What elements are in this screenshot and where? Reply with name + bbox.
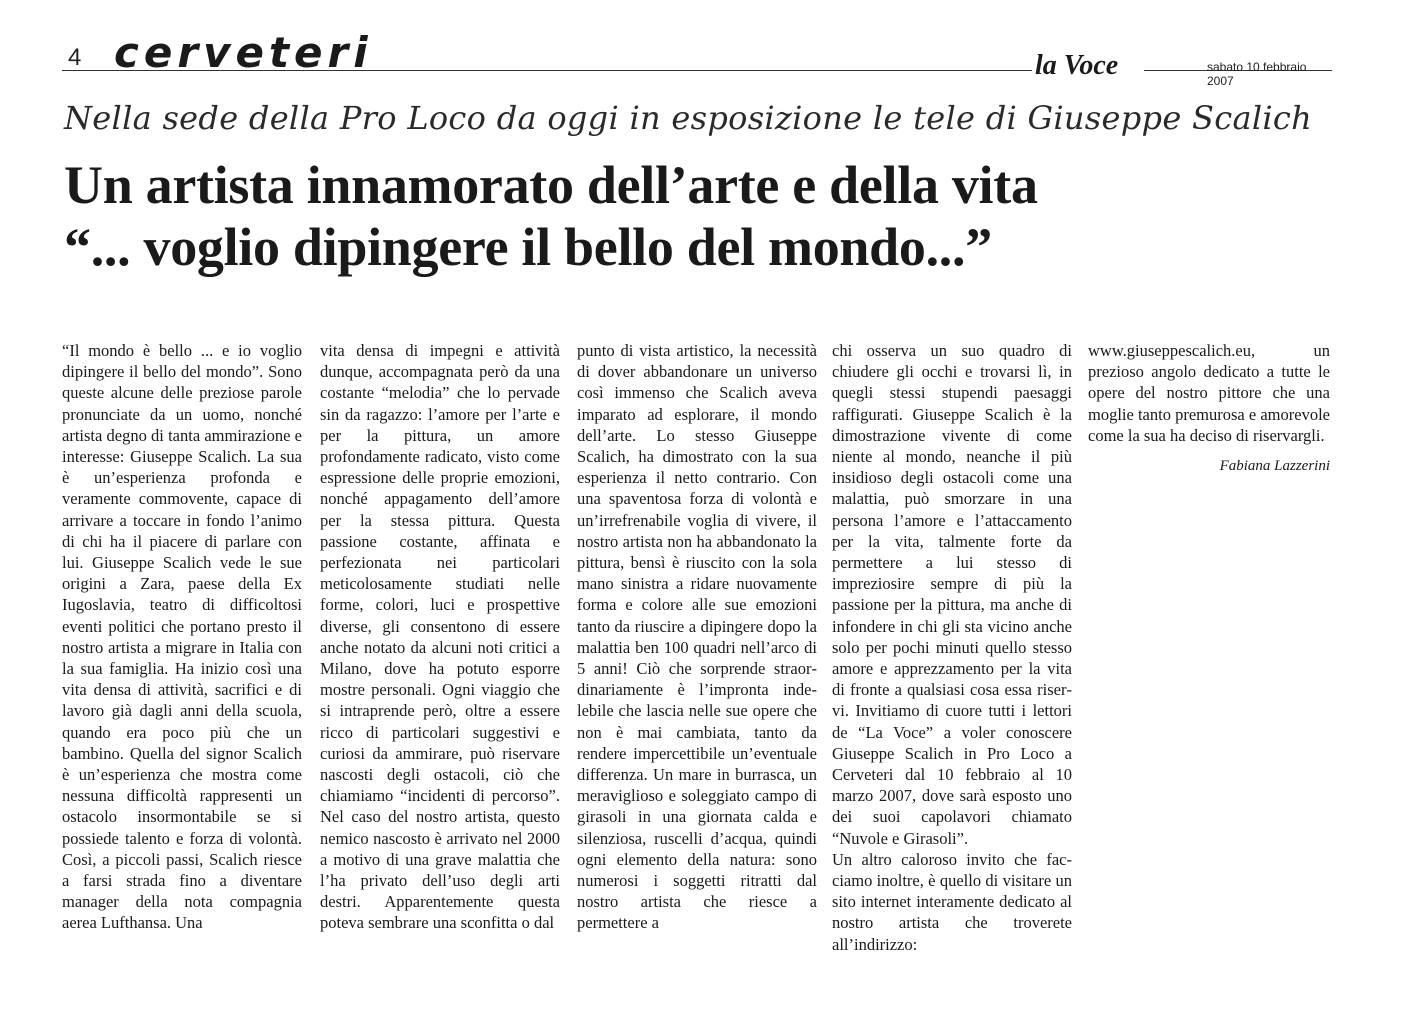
article-kicker: Nella sede della Pro Loco da oggi in esposizione le tele di Giuseppe Scalich <box>64 99 1313 137</box>
article-column-5 <box>1088 340 1330 960</box>
article-column-2 <box>320 340 560 960</box>
article-headline <box>64 154 1324 278</box>
column-text: punto di vista artistico, la necessità di dover abbandonare un universo così immenso che Scalich aveva imparato ad esplorare, il mondo dell’arte. Lo stesso Giuseppe Scalich, ha dimostrato con la sua esperienza il netto contrario. Con una spaventosa forza di volontà e un’irrefrenabile voglia di vivere, il nostro artista non ha abbandonato la pittura, bensì è riuscito con la sola mano sinistra a ridare nuovamente forma e colore alle sue emozioni tanto da riuscire a dipingere dopo la malattia ben 100 quadri nell’arco di 5 anni! Ciò che sorprende straordinariamente è l’impronta indelebile che lascia nelle sue opere che non è mai cambiata, tanto da rendere impercettibile un’eventuale differenza. Un mare in burrasca, un meraviglioso e soleggiato campo di girasoli in una giornata calda e silenziosa, ruscelli d’acqua, quindi ogni elemento della natura: sono numerosi i soggetti ritratti dal nostro artista che riesce a permettere a <box>577 341 817 933</box>
newspaper-name: la Voce <box>1035 50 1119 81</box>
issue-date: sabato 10 febbraio 2007 <box>1207 60 1307 88</box>
section-title: cerveteri <box>114 28 373 77</box>
article-column-4 <box>832 340 1072 960</box>
headline-line-1: Un artista innamorato dell’arte e della vita <box>64 155 1038 215</box>
article-column-3 <box>577 340 817 960</box>
column-text: chi osserva un suo quadro di chiudere gli occhi e trovarsi lì, in quegli stessi stupendi paesaggi raffigurati. Giuseppe Scalich è la dimostrazione vivente di come niente al mondo, neanche il più insidioso degli ostacoli come una malattia, può smorzare in una persona l’amore e l’attaccamento per la vita, talmente forte da permettere a lui stesso di impreziosire sempre di più la passione per la pittura, ma anche di infondere in chi gli sta vicino anche solo per pochi minuti quello stesso amore e apprezzamento per la vita di fronte a qualsiasi cosa essa riservi. Invitiamo di cuore tutti i lettori de “La Voce” a voler conoscere Giuseppe Scalich in Pro Loco a Cerveteri dal 10 febbraio al 10 marzo 2007, dove sarà esposto uno dei suoi capolavori chiamato “Nuvole e Girasoli”. Un altro caloroso invito che facciamo inoltre, è quello di visitare un sito internet interamente dedicato al nostro artista che troverete all’indirizzo: <box>832 341 1072 954</box>
masthead-rule <box>62 70 1032 71</box>
headline-line-2: “... voglio dipingere il bello del mondo...” <box>64 217 992 277</box>
column-text: www.giuseppescalich.eu, un prezioso angolo dedicato a tutte le opere del nostro pittore che una moglie tanto premurosa e amorevole come la sua ha deciso di riservargli. <box>1088 341 1330 445</box>
column-text: “Il mondo è bello ... e io voglio dipingere il bello del mondo”. Sono queste alcune delle preziose parole pronunciate da un uomo, nonché artista degno di tanta ammirazione e interesse: Giuseppe Scalich. La sua è un’esperienza profonda e veramente commovente, capace di arrivare a toccare in fondo l’animo di chi ha il piacere di parlare con lui. Giuseppe Scalich vede le sue origini a Zara, paese della Ex Iugoslavia, teatro di difficoltosi eventi politici che portano presto il nostro artista a migrare in Italia con la sua famiglia. Ha inizio così una vita densa di attività, sacrifici e di lavoro già dagli anni della scuola, quando era poco più che un bambino. Quella del signor Scalich è un’esperienza che mostra come nessuna difficoltà rappresenti un ostacolo insormontabile se si possiede talento e forza di volontà. Così, a piccoli passi, Scalich riesce a farsi strada fino a diventare manager della nota compagnia aerea Lufthansa. Una <box>62 341 302 933</box>
article-byline: Fabiana Lazzerini <box>1219 458 1330 475</box>
article-column-1 <box>62 340 302 960</box>
article-body <box>62 340 1332 960</box>
masthead <box>62 28 1332 88</box>
page-number: 4 <box>68 44 82 71</box>
column-text: vita densa di impegni e attività dunque, accompagnata però da una costante “melodia” che lo pervade sin da ragazzo: l’amore per l’arte e per la pittura, un amore profondamente radicato, visto come espressione delle proprie emozioni, nonché appagamento dell’amore per la stessa pittura. Questa passione costante, affinata e perfezionata nei particolari meticolosamente studiati nelle forme, colori, luci e prospettive diverse, gli consentono di essere anche notato da alcuni noti critici a Milano, dove ha potuto esporre mostre personali. Ogni viaggio che si intraprende però, oltre a essere ricco di particolari suggestivi e curiosi da ammirare, può riservare nascosti degli ostacoli, ciò che chiamiamo “incidenti di percorso”. Nel caso del nostro artista, questo nemico nascosto è arrivato nel 2000 a motivo di una grave malattia che l’ha privato dell’uso degli arti destri. Apparentemente questa poteva sembrare una sconfitta o dal <box>320 341 560 933</box>
